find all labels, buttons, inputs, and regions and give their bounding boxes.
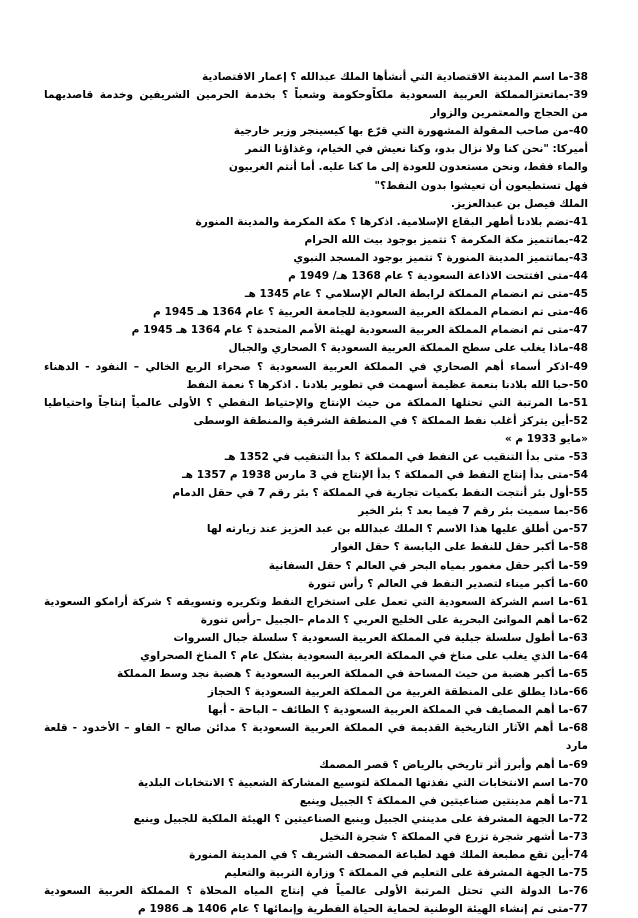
- text-line: 40-من صاحب المقولة المشهورة التي قرّع بها كيسينجر وزير خارجية: [233, 125, 588, 138]
- text-line: 60-ما أكبر ميناء لتصدير النفط في العالم ؟ رأس تنورة: [308, 577, 588, 590]
- text-line: 45-متى تم انضمام المملكة لرابطة العالم الإسلامي ؟ عام 1345 هـ: [244, 288, 588, 301]
- text-line: 63-ما أطول سلسلة جبلية في المملكة العربية السعودية ؟ سلسلة جبال السروات: [173, 631, 588, 644]
- text-line: 53- متى بدأ التنقيب عن النفط في المملكة ؟ بدأ التنقيب في 1352 هـ: [224, 450, 588, 463]
- text-line: 70-ما اسم الانتخابات التي نفذتها المملكة لتوسيع المشاركة الشعبية ؟ الانتخابات البلدية: [137, 776, 588, 789]
- text-line: 39-بماتعتزالمملكة العربية السعودية ملكاًوحكومة وشعباً ؟ بخدمة الحرمين الشريفين وخدمة قاصديهما: [44, 89, 588, 102]
- text-line: 75-ما الجهة المشرفة على التعليم في المملكة ؟ وزارة التربية والتعليم: [224, 867, 588, 880]
- text-line: أميركا: "نحن كنا ولا نزال بدو، وكنا نعيش في الخيام، وغذاؤنا التمر: [245, 143, 588, 156]
- text-line: 54-متى بدأ إنتاج النفط في المملكة ؟ بدأ الإنتاج في 3 مارس 1938 م 1357 هـ: [182, 469, 588, 482]
- text-line: 76-ما الدولة التي تحتل المرتبة الأولى عالمياً في إنتاج المياه المحلاة ؟ المملكة العربية السعودية: [44, 885, 588, 898]
- text-line: 72-ما الجهة المشرفة على مدينتي الجبيل وينبع الصناعيتين ؟ الهيئة الملكية للجبيل وينبع: [133, 812, 588, 825]
- text-line: 66-ماذا يطلق على المنطقة الغربية من المملكة العربية السعودية ؟ الحجاز: [207, 686, 588, 699]
- text-line: 55-أول بئر أنتجت النفط بكميات تجارية في المملكة ؟ بئر رقم 7 في حقل الدمام: [172, 487, 588, 500]
- text-line: 46-متى تم انضمام المملكة العربية السعودية للجامعة العربية ؟ عام 1364 هـ 1945 م: [153, 306, 588, 319]
- text-line: 52-أين يتركز أغلب نفط المملكة ؟ في المنطقة الشرقية والمنطقة الوسطى: [193, 414, 588, 427]
- document-body: [44, 68, 588, 918]
- text-line: 47-متى تم انضمام المملكة العربية السعودية لهيئة الأمم المتحدة ؟ عام 1364 هـ 1945 م: [131, 324, 588, 337]
- text-line: الملك فيصل بن عبدالعزيز.: [450, 197, 588, 210]
- text-line: 43-بماتتميز المدينة المنورة ؟ تتميز بوجود المسجد النبوي: [293, 251, 588, 264]
- text-line: 49-اذكر أسماء أهم الصحاري في المملكة العربية السعودية ؟ صحراء الربع الخالي – النفود - الدهناء: [44, 360, 588, 373]
- text-line: 74-أين تقع مطبعة الملك فهد لطباعة المصحف الشريف ؟ في المدينة المنورة: [189, 849, 588, 862]
- text-line: 57-من أطلق عليها هذا الاسم ؟ الملك عبدالله بن عبد العزيز عند زيارته لها: [206, 523, 588, 536]
- text-line: 71-ما أهم مدينتين صناعيتين في المملكة ؟ الجبيل وينبع: [299, 794, 588, 807]
- text-line: 58-ما أكبر حقل للنفط على اليابسة ؟ حقل الغوار: [331, 541, 588, 554]
- text-line: 69-ما أهم وأبرز أثر تاريخي بالرياض ؟ قصر المصمك: [319, 758, 588, 771]
- text-line: 68-ما أهم الآثار التاريخية القديمة في المملكة العربية السعودية ؟ مدائن صالح – الفاو – الأخدود - قلعة: [44, 722, 588, 735]
- text-line: مارد: [565, 740, 588, 753]
- text-line: والماء فقط، ونحن مستعدون للعودة إلى ما كنا عليه. أما أنتم الغربيون: [228, 161, 588, 174]
- text-line: 59-ما أكبر حقل مغمور بمياه البحر في العالم ؟ حقل السفانية: [268, 559, 588, 572]
- text-line: 61-ما اسم الشركة السعودية التي تعمل على استخراج النفط وتكريره وتسويقه ؟ شركة أرامكو السعودية: [44, 595, 588, 608]
- text-line: من الحجاج والمعتمرين والزوار: [430, 107, 588, 120]
- text-line: 50-حبا الله بلادنا بنعمة عظيمة أسهمت في تطوير بلادنا . اذكرها ؟ نعمة النفط: [186, 378, 588, 391]
- text-line: 41-تضم بلادنا أطهر البقاع الإسلامية. اذكرها ؟ مكة المكرمة والمدينة المنورة: [195, 215, 588, 228]
- text-line: 73-ما أشهر شجرة تزرع في المملكة ؟ شجرة النخيل: [319, 830, 588, 843]
- text-line: فهل تستطيعون أن تعيشوا بدون النفط؟": [374, 179, 588, 192]
- text-line: 56-بما سميت بئر رقم 7 فيما بعد ؟ بئر الخير: [358, 505, 588, 518]
- text-line: 44-متى افتتحت الاذاعة السعودية ؟ عام 1368 هـ/ 1949 م: [288, 270, 588, 283]
- text-line: 42-بماتتميز مكة المكرمة ؟ تتميز بوجود بيت الله الحرام: [304, 233, 588, 246]
- text-line: 62-ما أهم الموانئ البحرية على الخليج العربي ؟ الدمام –الجبيل –رأس تنورة: [200, 613, 588, 626]
- text-line: «مايو 1933 م »: [504, 432, 588, 445]
- text-line: 77-متى تم إنشاء الهيئة الوطنية لحماية الحياة الفطرية وإنمائها ؟ عام 1406 هـ 1986 م: [138, 903, 588, 916]
- text-line: 64-ما الذي يغلب على مناخ في المملكة العربية السعودية بشكل عام ؟ المناخ الصحراوي: [140, 650, 588, 662]
- text-line: 67-ما أهم المصايف في المملكة العربية السعودية ؟ الطائف – الباحة - أبها: [208, 704, 588, 717]
- text-line: 48-ماذا يغلب على سطح المملكة العربية السعودية ؟ الصحاري والجبال: [228, 342, 588, 355]
- text-line: 38-ما اسم المدينة الاقتصادية التي أنشأها الملك عبدالله ؟ إعمار الاقتصادية: [201, 71, 588, 83]
- text-line: 51-ما المرتبة التي تحتلها المملكة من حيث الإنتاج والإحتياط النفطي ؟ الأولى عالمياً إنتاجاً واحتياطيا: [44, 396, 588, 409]
- text-line: 65-ما أكبر هضبة من حيث المساحة في المملكة العربية السعودية ؟ هضبة نجد وسط المملكة: [117, 668, 588, 681]
